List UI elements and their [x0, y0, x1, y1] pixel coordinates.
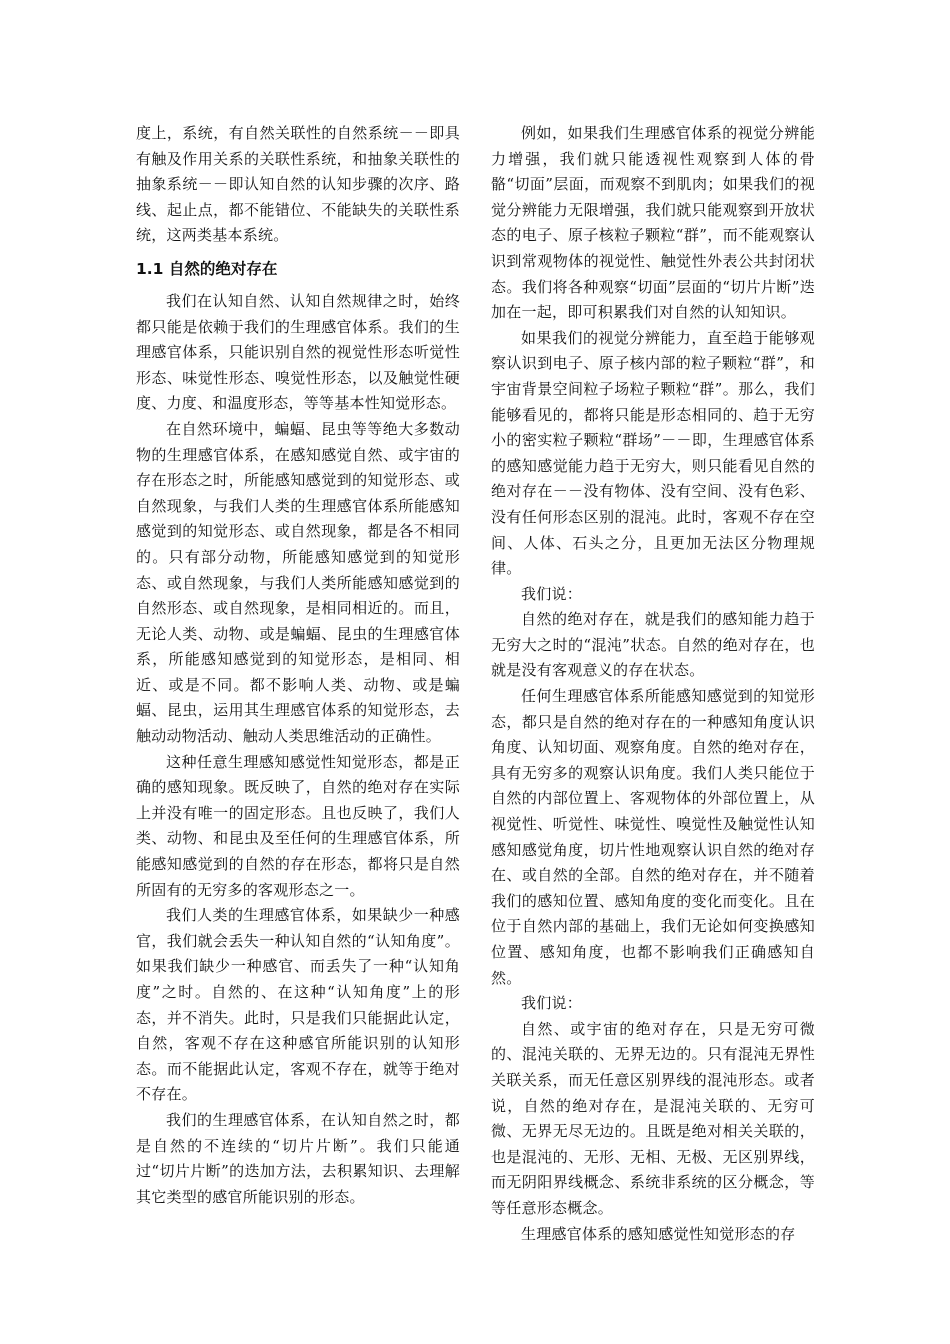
left-column — [136, 121, 460, 1210]
paragraph: 我们在认知自然、认知自然规律之时，始终都只能是依赖于我们的生理感官体系。我们的生理感官体系，只能识别自然的视觉性形态听觉性形态、味觉性形态、嗅觉性形态，以及触觉性硬度、力度、和温度形态，等等基本性知觉形态。 — [136, 291, 460, 413]
paragraph: 度上，系统，有自然关联性的自然系统－－即具有触及作用关系的关联性系统，和抽象关联性的抽象系统－－即认知自然的认知步骤的次序、路线、起止点，都不能错位、不能缺失的关联性系统，这两类基本系统。 — [136, 124, 460, 245]
paragraph: 我们说： — [521, 994, 583, 1013]
paragraph: 例如，如果我们生理感官体系的视觉分辨能力增强，我们就只能透视性观察到人体的骨骼“切面”层面，而观察不到肌肉；如果我们的视觉分辨能力无限增强，我们就只能观察到开放状态的电子、原子核粒子颗粒“群”，而不能观察认识到常观物体的视觉性、触觉性外表公共封闭状态。我们将各种观察“切面”层面的“切片片断”迭加在一起，即可积累我们对自然的认知知识。 — [491, 124, 815, 322]
paragraph: 这种任意生理感知感觉性知觉形态，都是正确的感知现象。既反映了，自然的绝对存在实际上并没有唯一的固定形态。且也反映了，我们人类、动物、和昆虫及至任何的生理感官体系，所能感知感觉到的自然的存在形态，都将只是自然所固有的无穷多的客观形态之一。 — [136, 752, 460, 899]
paragraph: 如果我们的视觉分辨能力，直至趋于能够观察认识到电子、原子核内部的粒子颗粒“群”，和宇宙背景空间粒子场粒子颗粒“群”。那么，我们能够看见的，都将只能是形态相同的、趋于无穷小的密实粒子颗粒“群场”－－即，生理感官体系的感知感觉能力趋于无穷大，则只能看见自然的绝对存在－－没有物体、没有空间、没有色彩、没有任何形态区别的混沌。此时，客观不存在空间、人体、石头之分，且更加无法区分物理规律。 — [491, 328, 815, 578]
paragraph: 生理感官体系的感知感觉性知觉形态的存 — [521, 1224, 796, 1243]
paragraph: 任何生理感官体系所能感知感觉到的知觉形态，都只是自然的绝对存在的一种感知角度认识角度、认知切面、观察角度。自然的绝对存在，具有无穷多的观察认识角度。我们人类只能位于自然的内部位置上、客观物体的外部位置上，从视觉性、听觉性、味觉性、嗅觉性及触觉性认知感知感觉角度，切片性地观察认识自然的绝对存在、或自然的全部。自然的绝对存在，并不随着我们的感知位置、感知角度的变化而变化。且在位于自然内部的基础上，我们无论如何变换感知位置、感知角度，也都不影响我们正确感知自然。 — [491, 687, 815, 987]
paragraph: 自然、或宇宙的绝对存在，只是无穷可微的、混沌关联的、无界无边的。只有混沌无界性关联关系，而无任意区别界线的混沌形态。或者说，自然的绝对存在，是混沌关联的、无穷可微、无界无尽无边的。且既是绝对相关关联的，也是混沌的、无形、无相、无极、无区别界线，而无阴阳界线概念、系统非系统的区分概念，等等任意形态概念。 — [491, 1019, 815, 1217]
right-column — [491, 121, 815, 1247]
paragraph: 我们说： — [521, 584, 583, 603]
section-heading: 1.1 自然的绝对存在 — [136, 259, 278, 278]
paragraph: 我们的生理感官体系，在认知自然之时，都是自然的不连续的“切片片断”。我们只能通过“切片片断”的迭加方法，去积累知识、去理解其它类型的感官所能识别的形态。 — [136, 1110, 460, 1206]
paragraph: 自然的绝对存在，就是我们的感知能力趋于无穷大之时的“混沌”状态。自然的绝对存在，也就是没有客观意义的存在状态。 — [491, 610, 815, 680]
paragraph: 在自然环境中，蝙蝠、昆虫等等绝大多数动物的生理感官体系，在感知感觉自然、或宇宙的存在形态之时，所能感知感觉到的知觉形态、或自然现象，与我们人类的生理感官体系所能感知感觉到的知觉形态、或自然现象，都是各不相同的。只有部分动物，所能感知感觉到的知觉形态、或自然现象，与我们人类所能感知感觉到的自然形态、或自然现象，是相同相近的。而且，无论人类、动物、或是蝙蝠、昆虫的生理感官体系，所能感知感觉到的知觉形态，是相同、相近、或是不同。都不影响人类、动物、或是蝙蝠、昆虫，运用其生理感官体系的知觉形态，去触动动物活动、触动人类思维活动的正确性。 — [136, 419, 460, 746]
paragraph: 我们人类的生理感官体系，如果缺少一种感官，我们就会丢失一种认知自然的“认知角度”。如果我们缺少一种感官、而丢失了一种“认知角度”之时。自然的、在这种“认知角度”上的形态，并不消失。此时，只是我们只能据此认定，自然，客观不存在这种感官所能识别的认知形态。而不能据此认定，客观不存在，就等于绝对不存在。 — [136, 906, 460, 1104]
